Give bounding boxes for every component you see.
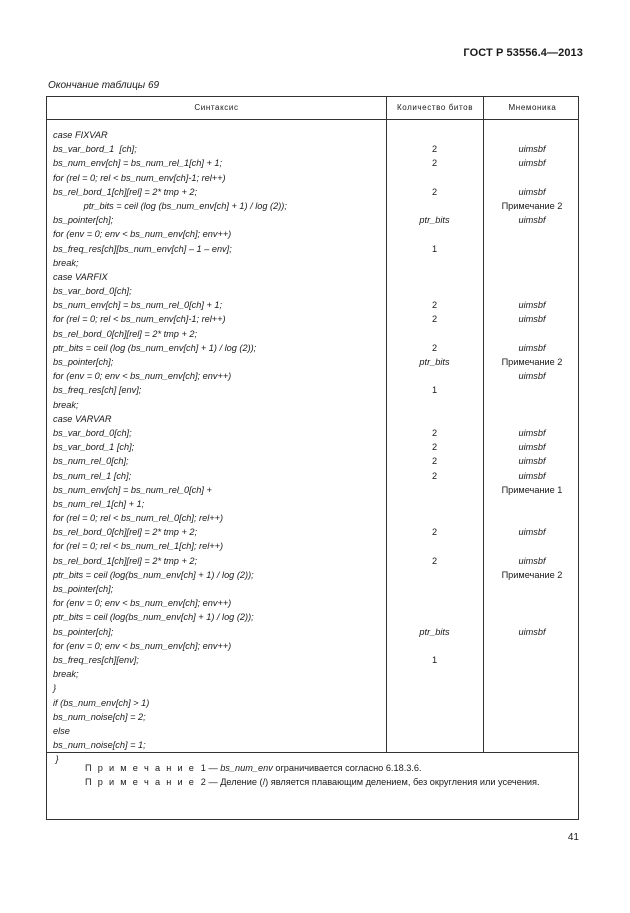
syntax-line: bs_num_env[ch] = bs_num_rel_1[ch] + 1; bbox=[53, 158, 223, 169]
mnemonic-line bbox=[484, 128, 580, 142]
syntax-line: for (env = 0; env < bs_num_env[ch]; env++) bbox=[53, 598, 232, 609]
bits-line: 2 bbox=[431, 470, 438, 481]
mnemonic-line bbox=[484, 256, 580, 270]
syntax-line: bs_num_env[ch] = bs_num_rel_0[ch] + bbox=[53, 484, 212, 495]
syntax-column bbox=[53, 128, 287, 766]
mnemonic-line bbox=[484, 681, 580, 695]
bits-line: 2 bbox=[431, 442, 438, 453]
syntax-line: break; bbox=[53, 257, 79, 268]
syntax-line: bs_var_bord_1 [ch]; bbox=[53, 442, 135, 453]
syntax-line: bs_pointer[ch]; bbox=[53, 626, 114, 637]
bits-line bbox=[387, 327, 482, 341]
notes-divider bbox=[47, 752, 578, 753]
mnemonic-line: Примечание 2 bbox=[501, 357, 563, 367]
mnemonic-line bbox=[484, 596, 580, 610]
syntax-line: break; bbox=[53, 399, 79, 410]
mnemonic-line: uimsbf bbox=[518, 314, 546, 325]
mnemonic-line bbox=[484, 497, 580, 511]
note-number: 2 bbox=[200, 777, 206, 787]
mnemonic-line bbox=[484, 383, 580, 397]
mnemonic-line: uimsbf bbox=[518, 342, 546, 353]
syntax-line: bs_pointer[ch]; bbox=[53, 357, 114, 367]
mnemonic-line bbox=[484, 171, 580, 185]
bits-line bbox=[387, 582, 482, 596]
bits-line bbox=[387, 738, 482, 752]
note-text: Деление (/) является плавающим делением, без округления или усечения. bbox=[220, 777, 540, 787]
syntax-line: bs_rel_bord_1[ch][rel] = 2* tmp + 2; bbox=[53, 555, 198, 566]
syntax-line: } bbox=[53, 754, 59, 765]
mnemonic-column bbox=[484, 128, 580, 766]
bits-line bbox=[387, 171, 482, 185]
mnemonic-line bbox=[484, 710, 580, 724]
bits-line: 1 bbox=[431, 243, 438, 254]
syntax-line: bs_freq_res[ch][bs_num_env[ch] – 1 – env]; bbox=[53, 243, 232, 254]
mnemonic-line bbox=[484, 242, 580, 256]
bits-line bbox=[387, 483, 482, 497]
syntax-line: ptr_bits = ceil (log(bs_num_env[ch] + 1) / log (2)); bbox=[53, 569, 254, 580]
bits-line bbox=[387, 639, 482, 653]
bits-line: 2 bbox=[431, 158, 438, 169]
mnemonic-line bbox=[484, 511, 580, 525]
bits-line bbox=[387, 270, 482, 284]
header-syntax: Синтаксис bbox=[194, 103, 239, 112]
syntax-line: bs_rel_bord_1[ch][rel] = 2* tmp + 2; bbox=[53, 186, 198, 197]
bits-line bbox=[387, 667, 482, 681]
syntax-line: for (env = 0; env < bs_num_env[ch]; env++) bbox=[53, 640, 232, 651]
bits-line bbox=[387, 412, 482, 426]
syntax-line: for (rel = 0; rel < bs_num_env[ch]-1; rel++) bbox=[53, 314, 226, 325]
syntax-table bbox=[46, 96, 579, 820]
mnemonic-line: uimsbf bbox=[518, 555, 546, 566]
mnemonic-line bbox=[484, 639, 580, 653]
mnemonic-line: uimsbf bbox=[518, 158, 546, 169]
note-2 bbox=[85, 775, 540, 789]
table-caption: Окончание таблицы 69 bbox=[48, 80, 160, 91]
header-mnemonic: Мнемоника bbox=[483, 97, 581, 119]
note-text: ограничивается согласно 6.18.3.6. bbox=[272, 763, 422, 773]
mnemonic-line: Примечание 1 bbox=[501, 484, 563, 495]
syntax-line: case VARFIX bbox=[53, 271, 108, 282]
syntax-line: bs_rel_bord_0[ch][rel] = 2* tmp + 2; bbox=[53, 527, 198, 538]
mnemonic-line bbox=[484, 696, 580, 710]
syntax-line: bs_var_bord_0[ch]; bbox=[53, 286, 132, 297]
note-label: П р и м е ч а н и е bbox=[85, 777, 196, 787]
bits-line: 2 bbox=[431, 342, 438, 353]
bits-line bbox=[387, 199, 482, 213]
syntax-line: for (env = 0; env < bs_num_env[ch]; env++) bbox=[53, 229, 232, 240]
mnemonic-line bbox=[484, 667, 580, 681]
bits-line: 2 bbox=[431, 456, 438, 467]
mnemonic-line bbox=[484, 724, 580, 738]
mnemonic-line: Примечание 2 bbox=[501, 569, 563, 580]
syntax-line: break; bbox=[53, 669, 79, 680]
bits-line bbox=[387, 710, 482, 724]
mnemonic-line: uimsbf bbox=[518, 186, 546, 197]
bits-line bbox=[387, 227, 482, 241]
syntax-line: bs_freq_res[ch] [env]; bbox=[53, 385, 142, 396]
bits-line bbox=[387, 497, 482, 511]
mnemonic-line: uimsbf bbox=[518, 626, 546, 637]
table-header-row bbox=[47, 97, 578, 120]
mnemonic-line bbox=[484, 539, 580, 553]
bits-line: ptr_bits bbox=[419, 357, 450, 367]
notes-block bbox=[85, 761, 540, 789]
bits-line: 1 bbox=[431, 385, 438, 396]
syntax-line: bs_num_env[ch] = bs_num_rel_0[ch] + 1; bbox=[53, 300, 223, 311]
bits-line bbox=[387, 610, 482, 624]
mnemonic-line bbox=[484, 270, 580, 284]
bits-line: 2 bbox=[431, 314, 438, 325]
standard-code: ГОСТ Р 53556.4—2013 bbox=[463, 47, 583, 59]
bits-line bbox=[387, 369, 482, 383]
note-label: П р и м е ч а н и е bbox=[85, 763, 196, 773]
note-number: 1 bbox=[200, 763, 206, 773]
bits-line bbox=[387, 256, 482, 270]
syntax-line: for (rel = 0; rel < bs_num_rel_1[ch]; rel++) bbox=[53, 541, 224, 552]
note-1 bbox=[85, 761, 540, 775]
mnemonic-line: Примечание 2 bbox=[501, 200, 563, 211]
syntax-line: case VARVAR bbox=[53, 413, 112, 424]
syntax-line: for (rel = 0; rel < bs_num_rel_0[ch]; rel++) bbox=[53, 513, 224, 524]
syntax-line: else bbox=[53, 725, 70, 736]
mnemonic-line: uimsbf bbox=[518, 144, 546, 155]
mnemonic-line: uimsbf bbox=[518, 527, 546, 538]
bits-line: 2 bbox=[431, 555, 438, 566]
syntax-line: bs_var_bord_0[ch]; bbox=[53, 427, 132, 438]
mnemonic-line: uimsbf bbox=[518, 470, 546, 481]
mnemonic-line bbox=[484, 327, 580, 341]
mnemonic-line bbox=[484, 738, 580, 752]
bits-line bbox=[387, 284, 482, 298]
syntax-line: bs_num_noise[ch] = 1; bbox=[53, 740, 146, 751]
syntax-line: bs_freq_res[ch][env]; bbox=[53, 654, 139, 665]
bits-line bbox=[387, 511, 482, 525]
bits-line bbox=[387, 696, 482, 710]
bits-line bbox=[387, 128, 482, 142]
mnemonic-line bbox=[484, 284, 580, 298]
syntax-line: if (bs_num_env[ch] > 1) bbox=[53, 697, 150, 708]
syntax-line: bs_pointer[ch]; bbox=[53, 584, 114, 594]
mnemonic-line: uimsbf bbox=[518, 427, 546, 438]
syntax-line: ptr_bits = ceil (log (bs_num_env[ch] + 1) / log (2)); bbox=[53, 200, 287, 211]
note-term: bs_num_env bbox=[220, 763, 273, 773]
syntax-line: bs_num_noise[ch] = 2; bbox=[53, 711, 146, 722]
mnemonic-line bbox=[484, 227, 580, 241]
bits-line bbox=[387, 539, 482, 553]
page-number: 41 bbox=[567, 832, 579, 843]
mnemonic-line: uimsbf bbox=[518, 300, 546, 311]
mnemonic-line: uimsbf bbox=[518, 371, 546, 382]
bits-line: 2 bbox=[431, 427, 438, 438]
bits-line bbox=[387, 596, 482, 610]
bits-line bbox=[387, 568, 482, 582]
syntax-line: ptr_bits = ceil (log(bs_num_env[ch] + 1) / log (2)); bbox=[53, 612, 254, 623]
bits-line: ptr_bits bbox=[419, 626, 450, 637]
mnemonic-line: uimsbf bbox=[518, 456, 546, 467]
bits-line: 2 bbox=[431, 300, 438, 311]
syntax-line: bs_pointer[ch]; bbox=[53, 215, 114, 226]
note-dash: — bbox=[205, 763, 221, 773]
bits-line bbox=[387, 398, 482, 412]
bits-line: 1 bbox=[431, 654, 438, 665]
bits-line: 2 bbox=[431, 186, 438, 197]
syntax-line: bs_num_rel_1[ch] + 1; bbox=[53, 498, 145, 509]
mnemonic-line bbox=[484, 398, 580, 412]
mnemonic-line bbox=[484, 582, 580, 596]
syntax-line: bs_num_rel_0[ch]; bbox=[53, 456, 129, 467]
syntax-line: for (env = 0; env < bs_num_env[ch]; env++) bbox=[53, 371, 232, 382]
syntax-line: case FIXVAR bbox=[53, 130, 108, 140]
mnemonic-line bbox=[484, 412, 580, 426]
syntax-line: ptr_bits = ceil (log (bs_num_env[ch] + 1) / log (2)); bbox=[53, 342, 257, 353]
header-bits: Количество битов bbox=[386, 97, 483, 119]
mnemonic-line: uimsbf bbox=[518, 442, 546, 453]
bits-line: 2 bbox=[431, 144, 438, 155]
mnemonic-line bbox=[484, 610, 580, 624]
bits-line bbox=[387, 724, 482, 738]
syntax-line: bs_rel_bord_0[ch][rel] = 2* tmp + 2; bbox=[53, 328, 198, 339]
syntax-line: for (rel = 0; rel < bs_num_env[ch]-1; rel++) bbox=[53, 172, 226, 183]
bits-column bbox=[387, 128, 482, 766]
mnemonic-line bbox=[484, 653, 580, 667]
syntax-line: bs_var_bord_1 [ch]; bbox=[53, 144, 137, 155]
syntax-line: } bbox=[53, 683, 57, 694]
bits-line bbox=[387, 681, 482, 695]
note-dash: — bbox=[205, 777, 221, 787]
syntax-line: bs_num_rel_1 [ch]; bbox=[53, 470, 132, 481]
bits-line: ptr_bits bbox=[419, 215, 450, 226]
mnemonic-line: uimsbf bbox=[518, 215, 546, 226]
bits-line: 2 bbox=[431, 527, 438, 538]
